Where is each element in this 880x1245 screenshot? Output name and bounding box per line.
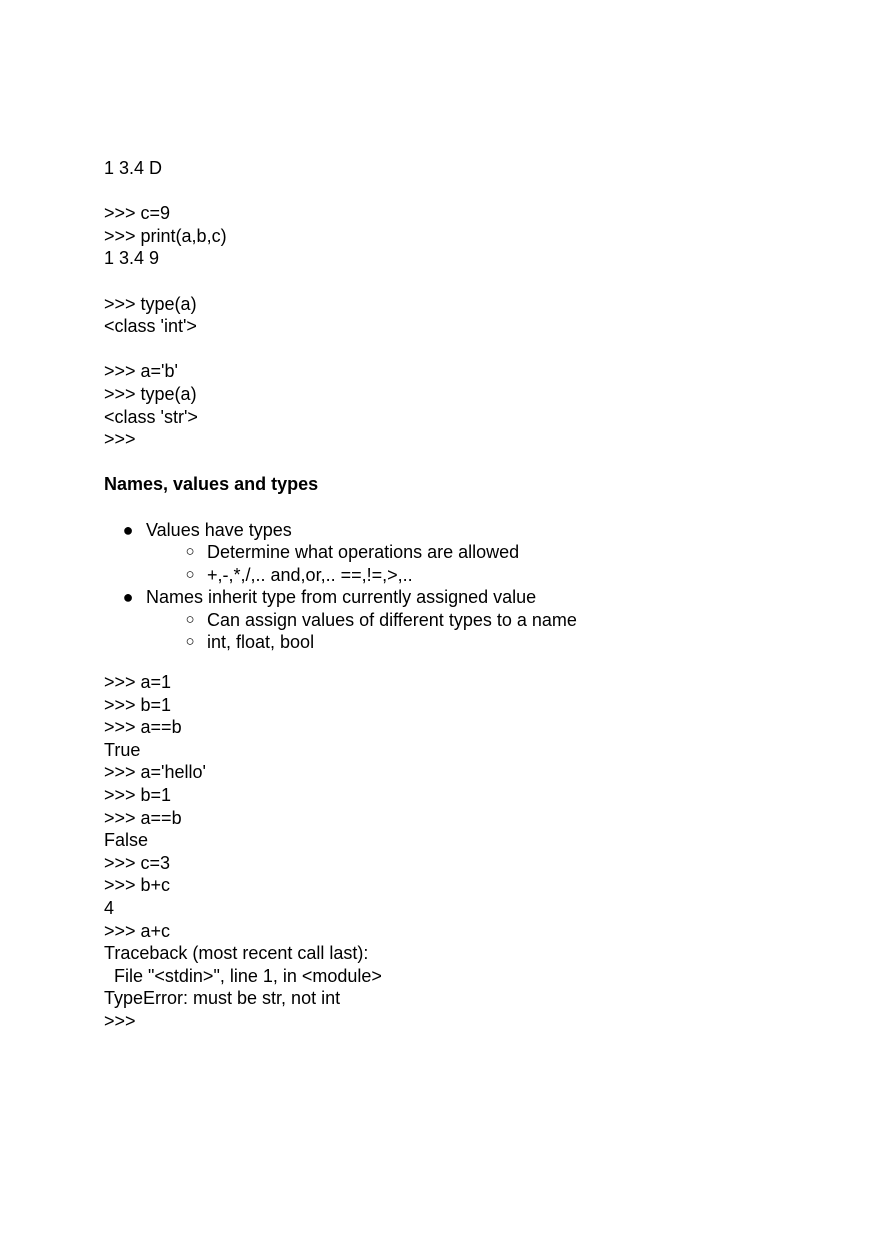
text-line: >>> type(a) (104, 383, 197, 404)
blank-line (104, 451, 844, 474)
sub-bullet-list (146, 541, 844, 586)
circle-bullet-icon: ○ (185, 543, 195, 561)
text-line: <class 'str'> (104, 406, 198, 427)
text-line: TypeError: must be str, not int (104, 988, 341, 1009)
code-block-4 (104, 360, 844, 450)
bullet-text: Values have types (146, 519, 292, 540)
text-line: True (104, 739, 141, 760)
text-line: >>> type(a) (104, 293, 197, 314)
text-line: 4 (104, 898, 115, 918)
sub-bullet-text: Can assign values of different types to a name (207, 609, 577, 630)
sub-bullet-item (146, 564, 844, 587)
blank-line (104, 338, 844, 361)
bullet-text: Names inherit type from currently assigned value (146, 587, 537, 608)
text-line: 1 3.4 9 (104, 248, 160, 269)
text-line: False (104, 830, 149, 851)
text-line: >>> a=1 (104, 672, 172, 693)
sub-bullet-text: int, float, bool (207, 632, 315, 653)
text-line: >>> a==b (104, 717, 182, 738)
bullet-list (104, 519, 844, 655)
text-line: 1 3.4 D (104, 158, 163, 178)
bullet-item (104, 519, 844, 587)
text-line: >>> c=3 (104, 852, 171, 873)
sub-bullet-text: +,-,*,/,.. and,or,.. ==,!=,>,.. (207, 564, 413, 585)
document-page (104, 157, 844, 1033)
circle-bullet-icon: ○ (185, 565, 195, 583)
circle-bullet-icon: ○ (185, 610, 195, 628)
text-line: >>> (104, 429, 136, 450)
text-line: <class 'int'> (104, 316, 197, 337)
sub-bullet-list (146, 609, 844, 654)
text-line: File "<stdin>", line 1, in <module> (104, 965, 382, 986)
text-line: >>> a='b' (104, 361, 178, 382)
circle-bullet-icon: ○ (185, 633, 195, 651)
text-line: >>> a==b (104, 807, 182, 828)
sub-bullet-text: Determine what operations are allowed (207, 542, 520, 563)
bullet-icon: ● (122, 519, 134, 540)
text-line: Traceback (most recent call last): (104, 943, 369, 964)
text-line: >>> b=1 (104, 785, 172, 806)
text-line: >>> a='hello' (104, 762, 206, 783)
code-block-3 (104, 293, 844, 338)
blank-line (104, 180, 844, 203)
bullet-icon: ● (122, 587, 134, 608)
text-line: >>> a+c (104, 920, 171, 941)
text-line: >>> b+c (104, 875, 171, 896)
sub-bullet-item (146, 609, 844, 632)
blank-line (104, 496, 844, 519)
code-block-5 (104, 671, 844, 1033)
blank-line (104, 654, 844, 671)
sub-bullet-item (146, 541, 844, 564)
blank-line (104, 270, 844, 293)
text-line: >>> b=1 (104, 694, 172, 715)
section-heading: Names, values and types (104, 474, 319, 495)
text-line: >>> print(a,b,c) (104, 225, 227, 246)
text-line: >>> (104, 1010, 136, 1031)
bullet-item (104, 586, 844, 654)
code-block-2 (104, 202, 844, 270)
text-line: >>> c=9 (104, 203, 171, 224)
output-block-1 (104, 157, 844, 180)
sub-bullet-item (146, 631, 844, 654)
